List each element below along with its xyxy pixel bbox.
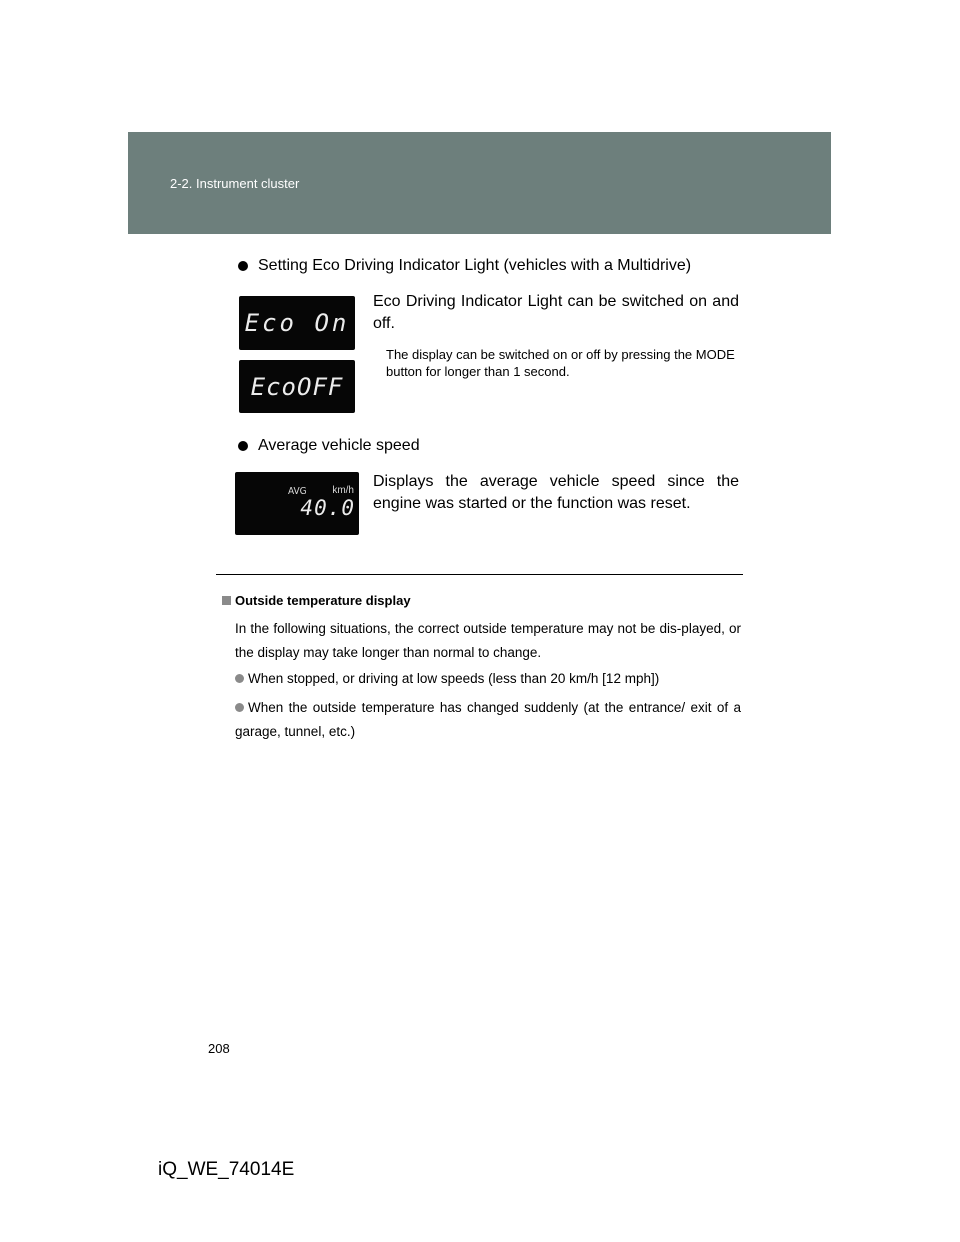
avg-label: AVG xyxy=(288,486,307,497)
notes-item xyxy=(235,667,741,691)
notes-item-text: When the outside temperature has changed suddenly (at the entrance/ exit of a garage, tunnel, etc.) xyxy=(235,700,741,739)
eco-off-text: EcoOFF xyxy=(250,372,344,401)
eco-on-text: Eco On xyxy=(244,309,350,337)
section-title: 2-2. Instrument cluster xyxy=(170,176,300,191)
eco-note: The display can be switched on or off by pressing the MODE button for longer than 1 second. xyxy=(386,347,735,379)
bullet-icon xyxy=(238,261,248,271)
notes-intro: In the following situations, the correct outside temperature may not be dis-played, or the display may take longer than normal to change. xyxy=(235,621,741,660)
avg-value: 40.0 xyxy=(300,496,355,520)
document-code: iQ_WE_74014E xyxy=(158,1159,295,1180)
bullet-icon xyxy=(235,674,244,683)
divider-line xyxy=(216,574,743,575)
eco-heading xyxy=(238,257,691,275)
square-bullet-icon xyxy=(222,596,231,605)
avg-heading xyxy=(238,437,420,455)
avg-description: Displays the average vehicle speed since the engine was started or the function was reset. xyxy=(373,473,739,512)
eco-description: Eco Driving Indicator Light can be switched on and off. xyxy=(373,293,739,332)
avg-unit: km/h xyxy=(332,485,354,496)
notes-item-text: When stopped, or driving at low speeds (less than 20 km/h [12 mph]) xyxy=(248,671,660,686)
notes-item xyxy=(235,696,741,744)
eco-off-display xyxy=(239,360,355,413)
avg-speed-display xyxy=(235,472,359,535)
bullet-icon xyxy=(238,441,248,451)
notes-heading xyxy=(222,593,411,608)
page-number: 208 xyxy=(208,1041,230,1056)
eco-heading-text: Setting Eco Driving Indicator Light (vehicles with a Multidrive) xyxy=(258,257,692,274)
eco-on-display xyxy=(239,296,355,350)
avg-heading-text: Average vehicle speed xyxy=(258,437,420,454)
notes-heading-text: Outside temperature display xyxy=(235,593,411,608)
bullet-icon xyxy=(235,703,244,712)
